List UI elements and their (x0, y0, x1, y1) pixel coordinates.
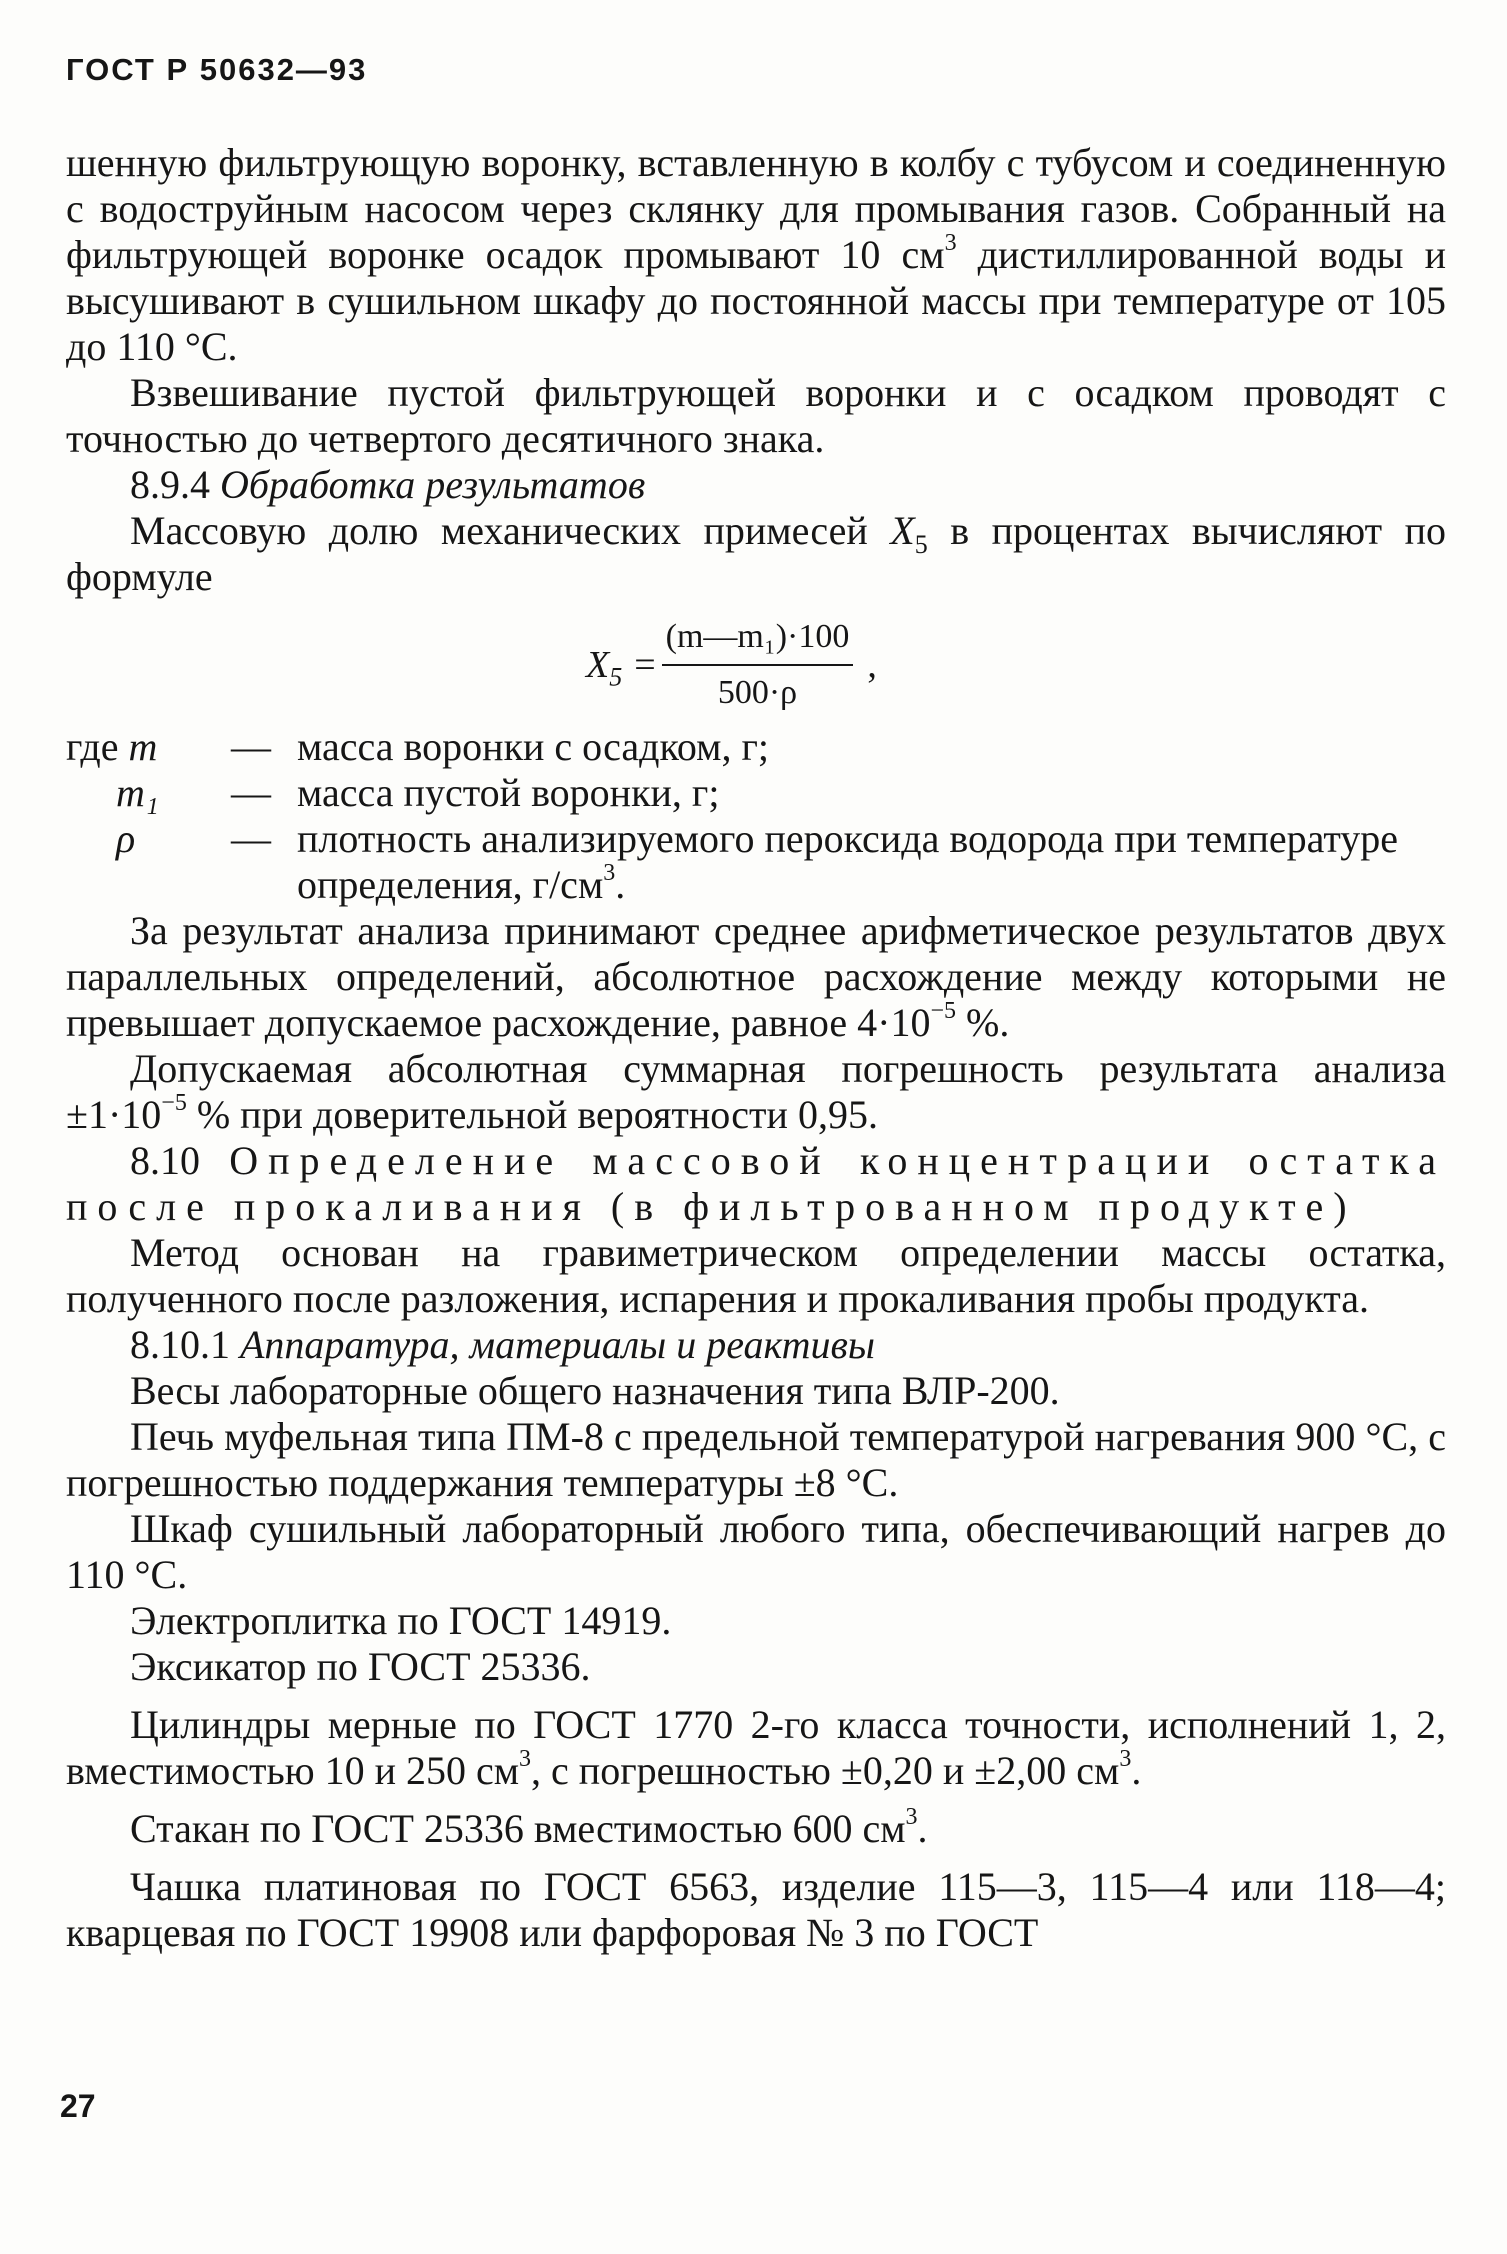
document-body (66, 140, 1446, 1956)
equipment-item-scales: Весы лабораторные общего назначения типа ВЛР-200. (130, 1368, 1060, 1413)
paragraph-result: За результат анализа принимают среднее арифметическое результатов двух параллельных определений, абсолютное расхождение между которыми не превышает допускаемое расхождение, равное $4\cdot 10^{-5}$ %. (66, 908, 1446, 1045)
paragraph-mass-fraction: Массовую долю механических примесей $X_5$ в процентах вычисляют по формуле (66, 508, 1446, 599)
definition-item: где m — масса воронки с осадком, г; (66, 724, 769, 769)
formula-numerator: (m—m₁)·100 (665, 618, 850, 655)
paragraph-error: Допускаемая абсолютная суммарная погрешность результата анализа $\pm 1\cdot 10^{-5}$ % при доверительной вероятности 0,95. (66, 1046, 1446, 1137)
page-header: ГОСТ Р 50632—93 (66, 52, 368, 87)
formula-definitions (66, 724, 1446, 908)
equipment-item-dish: Чашка платиновая по ГОСТ 6563, изделие 115—3, 115—4 или 118—4; кварцевая по ГОСТ 19908 или фарфоровая № 3 по ГОСТ (66, 1864, 1446, 1955)
page-number: 27 (60, 2088, 96, 2124)
section-heading-8-10: 8.10 Определение массовой концентрации остатка после прокаливания (в фильтрованном продукте) (66, 1138, 1447, 1229)
equipment-item-furnace: Печь муфельная типа ПМ-8 с предельной температурой нагревания 900 °С, с погрешностью поддержания температуры ±8 °С. (66, 1414, 1446, 1505)
equipment-item-beaker: Стакан по ГОСТ 25336 вместимостью 600 $см^3$. (130, 1803, 928, 1851)
equipment-item-cylinders: Цилиндры мерные по ГОСТ 1770 2-го класса точности, исполнений 1, 2, вместимостью 10 и 250 $см^3$, с погрешностью ±0,20 и ±2,00 $см^3$. (66, 1702, 1446, 1793)
section-heading-8-10-1: 8.10.1 Аппаратура, материалы и реактивы (130, 1322, 875, 1367)
definition-item: m₁ — масса пустой воронки, г; (116, 770, 720, 815)
paragraph-filtration: шенную фильтрующую воронку, вставленную в колбу с тубусом и соединенную с водоструйным насосом через склянку для промывания газов. Собранный на фильтрующей воронке осадок промывают 10 $см^3$ дистиллированной воды и высушивают в сушильном шкафу до постоянной массы при температуре от 105 до 110 °С. (66, 140, 1446, 369)
formula-x5 (66, 608, 1446, 718)
paragraph-method: Метод основан на гравиметрическом определении массы остатка, полученного после разложения, испарения и прокаливания пробы продукта. (66, 1230, 1446, 1321)
definition-item: ρ — плотность анализируемого пероксида водорода при температуре определения, $г/см^3$. (116, 816, 1399, 907)
formula-fraction (662, 614, 854, 716)
formula-equals: = (634, 644, 656, 686)
equipment-item-desiccator: Эксикатор по ГОСТ 25336. (130, 1644, 591, 1689)
paragraph-weighing: Взвешивание пустой фильтрующей воронки и с осадком проводят с точностью до четвертого десятичного знака. (66, 370, 1446, 461)
formula-denominator: 500·ρ (717, 674, 798, 711)
equipment-item-hotplate: Электроплитка по ГОСТ 14919. (130, 1598, 672, 1643)
section-heading-8-9-4: 8.9.4 Обработка результатов (130, 462, 646, 507)
formula-lhs: $X_5$ (586, 644, 623, 692)
equipment-item-drying-cabinet: Шкаф сушильный лабораторный любого типа, обеспечивающий нагрев до 110 °С. (66, 1506, 1446, 1597)
formula-comma: , (867, 644, 877, 686)
